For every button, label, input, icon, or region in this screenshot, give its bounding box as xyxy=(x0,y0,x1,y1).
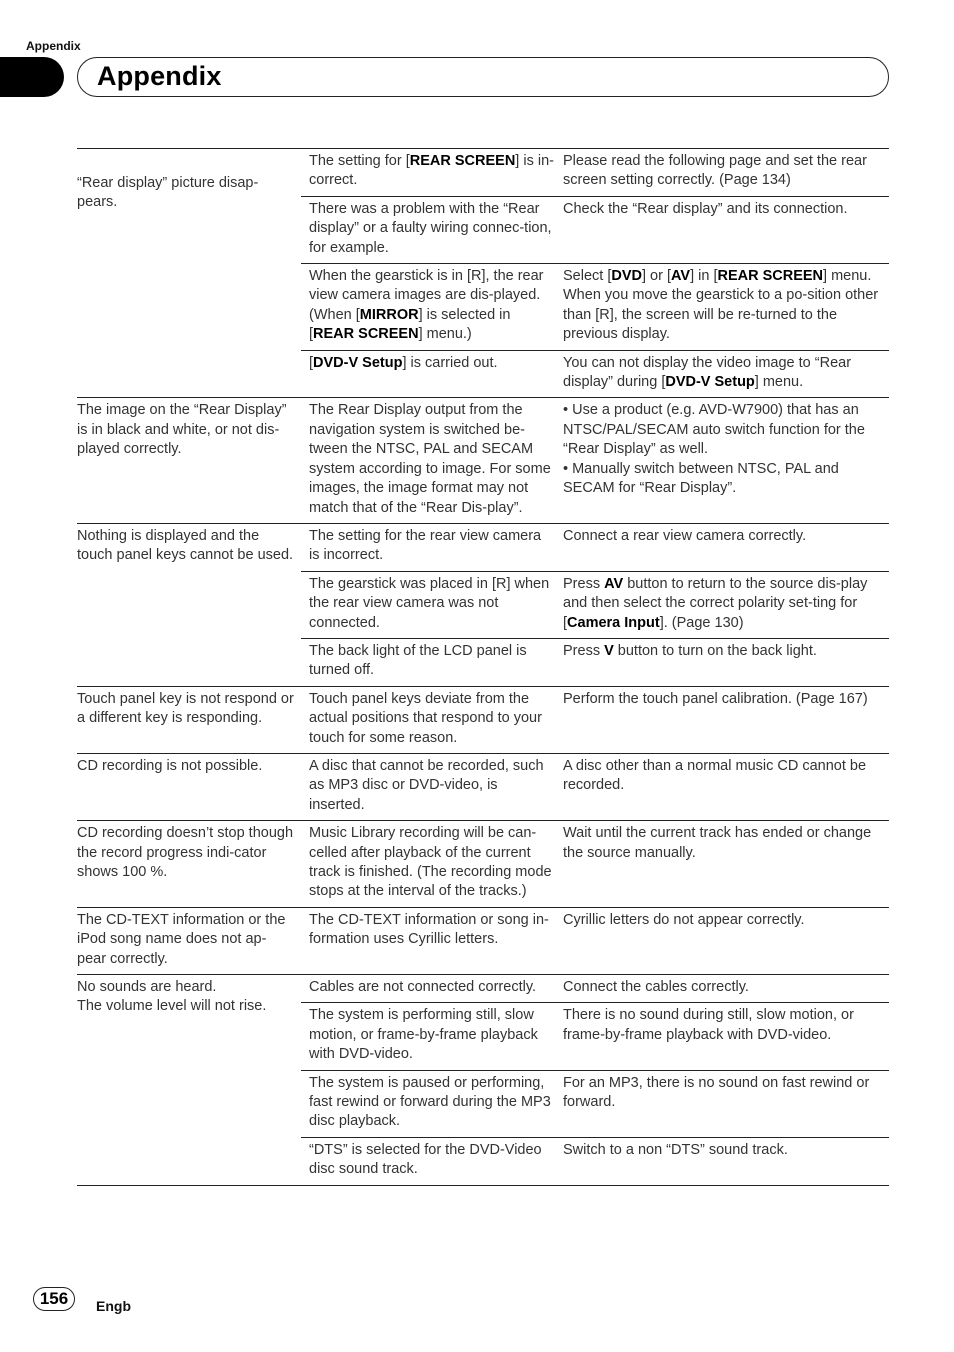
troubleshooting-table xyxy=(77,148,889,1186)
cause-cell: Cables are not connected correctly. xyxy=(309,979,537,996)
action-cell: A disc other than a normal music CD cannot be recorded. xyxy=(559,753,889,820)
cause-cell: The Rear Display output from the navigation system is switched be-tween the NTSC, PAL and SECAM system according to image. For some images, the image format may not match that of the “Rear Dis-play”. xyxy=(301,398,559,523)
symptom-cell: The CD-TEXT information or the iPod song name does not ap-pear correctly. xyxy=(77,907,301,974)
action-cell: Please read the following page and set the rear screen setting correctly. (Page 134) xyxy=(559,149,889,197)
cause-cell: The system is performing still, slow motion, or frame-by-frame playback with DVD-video. xyxy=(301,1003,559,1070)
table-row xyxy=(77,149,889,197)
action-cell: Connect a rear view camera correctly. xyxy=(563,527,807,544)
table-row xyxy=(77,821,889,908)
action-cell: Perform the touch panel calibration. (Page 167) xyxy=(559,686,889,753)
action-cell: Connect the cables correctly. xyxy=(563,979,749,996)
cause-cell: [DVD-V Setup] is carried out. xyxy=(301,350,559,398)
table-row xyxy=(77,686,889,753)
cause-cell: When the gearstick is in [R], the rear view camera images are dis-played. (When [MIRROR] is selected in [REAR SCREEN] menu.) xyxy=(301,264,559,351)
section-tab-marker xyxy=(0,57,64,97)
action-cell: Select [DVD] or [AV] in [REAR SCREEN] menu. When you move the gearstick to a po-sition other than [R], the screen will be re-turned to the previous display. xyxy=(559,264,889,351)
cause-cell: “DTS” is selected for the DVD-Video disc sound track. xyxy=(301,1137,559,1185)
language-code: Engb xyxy=(96,1298,131,1314)
symptom-cell: Nothing is displayed and the touch panel keys cannot be used. xyxy=(77,523,301,686)
symptom-cell: Touch panel key is not respond or a different key is responding. xyxy=(77,686,301,753)
cause-cell: The back light of the LCD panel is turned off. xyxy=(301,638,559,686)
cause-cell: The setting for the rear view camera is incorrect. xyxy=(309,527,542,564)
cause-cell: Touch panel keys deviate from the actual positions that respond to your touch for some reason. xyxy=(301,686,559,753)
symptom-cell xyxy=(77,975,301,1186)
table-row xyxy=(77,398,889,523)
action-bullet: • Use a product (e.g. AVD-W7900) that has an NTSC/PAL/SECAM auto switch function for the “Rear Display” as well. xyxy=(563,402,865,458)
action-cell xyxy=(559,398,889,523)
action-cell: For an MP3, there is no sound on fast rewind or forward. xyxy=(559,1070,889,1137)
action-cell: There is no sound during still, slow motion, or frame-by-frame playback with DVD-video. xyxy=(559,1003,889,1070)
action-cell: Switch to a non “DTS” sound track. xyxy=(559,1137,889,1185)
action-cell: Cyrillic letters do not appear correctly. xyxy=(559,907,889,974)
table-row xyxy=(77,907,889,974)
action-cell: You can not display the video image to “Rear display” during [DVD-V Setup] menu. xyxy=(559,350,889,398)
action-cell: Wait until the current track has ended or change the source manually. xyxy=(559,821,889,908)
cause-cell: The setting for [REAR SCREEN] is in-correct. xyxy=(301,149,559,197)
cause-cell: The system is paused or performing, fast rewind or forward during the MP3 disc playback. xyxy=(301,1070,559,1137)
symptom-line: No sounds are heard. xyxy=(77,979,217,996)
symptom-line: The volume level will not rise. xyxy=(77,998,267,1015)
table-row xyxy=(77,975,889,1003)
symptom-cell: “Rear display” picture disap-pears. xyxy=(77,149,301,398)
action-cell: Check the “Rear display” and its connection. xyxy=(559,196,889,263)
action-bullet: • Manually switch between NTSC, PAL and SECAM for “Rear Display”. xyxy=(563,460,839,497)
page-number-badge: 156 xyxy=(33,1287,75,1311)
table-row xyxy=(77,523,889,571)
symptom-cell: The image on the “Rear Display” is in black and white, or not dis-played correctly. xyxy=(77,398,301,523)
page-title: Appendix xyxy=(97,61,222,91)
cause-cell: There was a problem with the “Rear display” or a faulty wiring connec-tion, for example. xyxy=(301,196,559,263)
cause-cell: Music Library recording will be can-celled after playback of the current track is finished. (The recording mode stops at the interval of the tracks.) xyxy=(301,821,559,908)
action-cell: Press V button to turn on the back light. xyxy=(559,638,889,686)
symptom-cell: CD recording doesn’t stop though the record progress indi-cator shows 100 %. xyxy=(77,821,301,908)
cause-cell: The CD-TEXT information or song in-formation uses Cyrillic letters. xyxy=(301,907,559,974)
symptom-cell: CD recording is not possible. xyxy=(77,753,301,820)
cause-cell: The gearstick was placed in [R] when the rear view camera was not connected. xyxy=(301,571,559,638)
table-row xyxy=(77,753,889,820)
running-head: Appendix xyxy=(26,39,81,53)
action-cell: Press AV button to return to the source dis-play and then select the correct polarity set-ting for [Camera Input]. (Page 130) xyxy=(559,571,889,638)
cause-cell: A disc that cannot be recorded, such as MP3 disc or DVD-video, is inserted. xyxy=(301,753,559,820)
